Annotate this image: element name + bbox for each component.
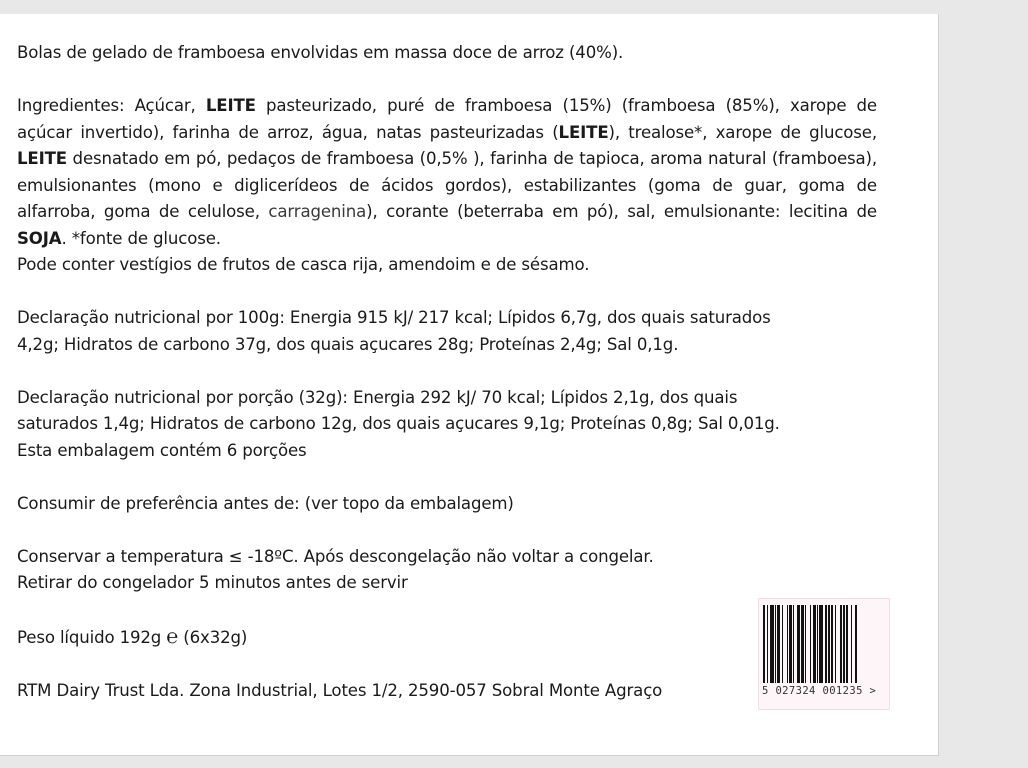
allergen-milk: LEITE: [17, 149, 67, 168]
document-page: [0, 14, 939, 756]
ingredients-text: pasteurizado, puré de framboesa (15%) (framboesa (85%), xarope de açúcar invertido), farinha de arroz, água, natas pasteurizadas (: [17, 96, 877, 142]
barcode-stripe: [797, 605, 801, 683]
barcode-stripe: [763, 605, 765, 683]
barcode-bars: [763, 605, 887, 683]
barcode-stripe: [805, 605, 806, 683]
net-weight-portions: (6x32g): [178, 628, 248, 647]
ingredients-paragraph: [17, 93, 877, 252]
ingredients-text: desnatado em pó, pedaços de framboesa (0,5% ), farinha de tapioca, aroma natural (framboesa), emulsionantes (mono e diglicerídeos de ácidos gordos), estabilizantes (goma de guar, goma de alfarroba, goma de celulose,: [17, 149, 877, 221]
barcode-stripe: [846, 605, 848, 683]
barcode-stripe: [782, 605, 783, 683]
barcode-stripe: [787, 605, 788, 683]
barcode-stripe: [843, 605, 844, 683]
barcode-stripe: [819, 605, 823, 683]
nutrition-portion-line-2: saturados 1,4g; Hidratos de carbono 12g, dos quais açucares 9,1g; Proteínas 0,8g; Sal 0,01g.: [17, 414, 780, 433]
ingredients-text: Ingredientes: Açúcar,: [17, 96, 206, 115]
barcode-stripe: [831, 605, 832, 683]
net-weight: [17, 623, 877, 652]
allergen-milk: LEITE: [205, 96, 256, 115]
barcode-stripe: [817, 605, 818, 683]
barcode-stripe: [855, 605, 856, 683]
barcode-stripe: [789, 605, 791, 683]
barcode-stripe: [767, 605, 768, 683]
allergen-milk: LEITE: [558, 122, 609, 142]
barcode-stripe: [810, 605, 811, 683]
net-weight-text: Peso líquido 192g: [17, 628, 167, 647]
best-before: Consumir de preferência antes de: (ver topo da embalagem): [17, 493, 514, 513]
ingredients-text: carragenina: [268, 202, 367, 221]
barcode-digits: 5 027324 001235 >: [762, 685, 877, 697]
product-description: Bolas de gelado de framboesa envolvidas em massa doce de arroz (40%).: [17, 43, 624, 62]
traces-warning: Pode conter vestígios de frutos de casca rija, amendoim e de sésamo.: [17, 255, 590, 274]
barcode-stripe: [770, 605, 774, 683]
nutrition-100g-line-2: 4,2g; Hidratos de carbono 37g, dos quais açucares 28g; Proteínas 2,4g; Sal 0,1g.: [17, 334, 679, 354]
barcode-stripe: [828, 605, 830, 683]
allergen-soy: SOJA: [17, 228, 62, 248]
barcode-stripe: [825, 605, 826, 683]
barcode-stripe: [851, 605, 852, 683]
storage-instructions: Conservar a temperatura ≤ -18ºC. Após descongelação não voltar a congelar.: [17, 546, 654, 566]
label-text: [17, 40, 877, 705]
ingredients-text: . *fonte de glucose.: [61, 228, 221, 248]
barcode-stripe: [793, 605, 794, 683]
nutrition-100g-line-1: Declaração nutricional por 100g: Energia 915 kJ/ 217 kcal; Lípidos 6,7g, dos quais saturados: [17, 308, 771, 327]
serving-instructions: Retirar do congelador 5 minutos antes de servir: [17, 573, 408, 592]
portions-count: Esta embalagem contém 6 porções: [17, 440, 307, 460]
nutrition-portion-line-1: Declaração nutricional por porção (32g): Energia 292 kJ/ 70 kcal; Lípidos 2,1g, dos quais: [17, 387, 738, 407]
barcode-stripe: [775, 605, 776, 683]
ingredients-text: ), corante (beterraba em pó), sal, emulsionante: lecitina de: [366, 202, 877, 221]
barcode: [758, 598, 890, 710]
company-address: RTM Dairy Trust Lda. Zona Industrial, Lotes 1/2, 2590-057 Sobral Monte Agraço: [17, 681, 663, 700]
barcode-stripe: [840, 605, 842, 683]
barcode-stripe: [777, 605, 779, 683]
barcode-stripe: [813, 605, 815, 683]
barcode-stripe: [835, 605, 836, 683]
ingredients-text: ), trealose*, xarope de glucose,: [608, 122, 877, 142]
estimated-sign-icon: ℮: [166, 624, 179, 648]
barcode-stripe: [801, 605, 803, 683]
